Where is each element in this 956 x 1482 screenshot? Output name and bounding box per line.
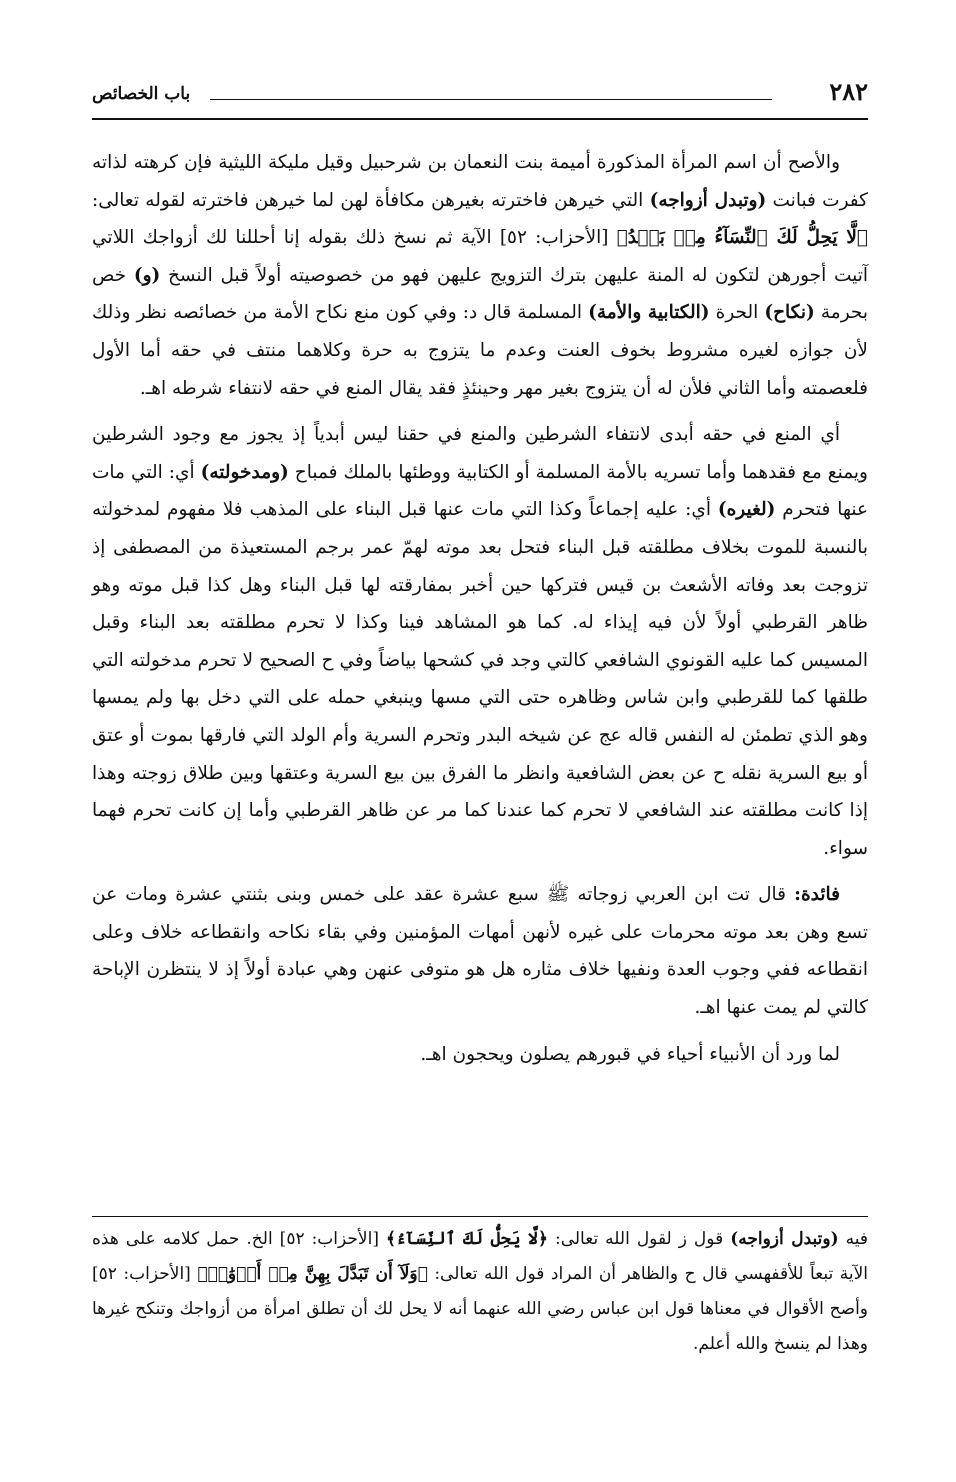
bold-term: (وتبدل أزواجه)	[730, 1229, 839, 1249]
text-run: [الأحزاب: ٥٢] وأصح الأقوال في معناها قول ابن عباس رضي الله عنهما أنه لا يحل لك أن تطلق امرأة من أزواجك وتنكح غيرها وهذا لم ينسخ والله أعلم.	[92, 1264, 868, 1354]
text-run: خص بحرمة	[92, 264, 868, 324]
text-run: المسلمة قال د: وفي كون منع نكاح الأمة من خصائصه نظر وذلك لأن جوازه لغيره مشروط بخوف العنت وعدم ما يتزوج به حرة وكلاهما منتف في حقه أما الأول فلعصمته وأما الثاني فلأن له أن يتزوج بغير مهر وحينئذٍ فقد يقال المنع في حقه لانتفاء شرطه اهـ.	[92, 302, 868, 399]
text-run: فيه	[838, 1229, 869, 1249]
page-header	[92, 78, 868, 112]
page-number: ٢٨٢	[829, 77, 868, 106]
main-text	[92, 144, 868, 1082]
paragraph	[92, 1036, 868, 1074]
bold-term: (وتبدل أزواجه)	[649, 189, 767, 211]
footnote-text	[92, 1222, 868, 1362]
footnote-rule	[92, 1216, 868, 1217]
text-run: [الأحزاب: ٥٢] الآية ثم نسخ ذلك بقوله إنا أحللنا لك أزواجك اللاتي آتيت أجورهن لتكون له المنة عليهن بترك التزويج عليهن فهو من خصوصيته أولاً قبل النسخ	[92, 227, 868, 286]
bold-term: (ومدخولته)	[200, 461, 289, 483]
text-run: الحرة	[709, 302, 765, 324]
text-run: قول ز لقول الله تعالى:	[547, 1229, 731, 1249]
running-title: باب الخصائص	[92, 84, 191, 104]
paragraph	[92, 416, 868, 867]
text-run: قال تت ابن العربي زوجاته ﷺ سبع عشرة عقد على خمس وبنى بثنتي عشرة ومات عن تسع وهن بعد موته محرمات على غيره لأنهن أمهات المؤمنين وفي بقاء نكاحه وانقطاعه خلاف وعلى انقطاعه ففي وجوب العدة ونفيها خلاف مثاره هل هو متوفى عنهن وهي عبادة أولاً إذ لا ينتظرن الإباحة كالتي لم يمت عنها اهـ.	[92, 884, 868, 1019]
bold-term: (لغيره)	[717, 499, 776, 521]
bold-term: (الكتابية والأمة)	[588, 302, 710, 324]
bold-term: (و)	[133, 264, 161, 286]
quran-quote: ﴿وَلَآ أَن تَبَدَّلَ بِهِنَّ مِنۡ أَزۡوَٰجٖ﴾	[197, 1264, 428, 1284]
text-run: والأصح أن اسم المرأة المذكورة أميمة بنت النعمان بن شرحبيل وقيل مليكة الليثية فإن كرهته لذاته كفرت فبانت	[92, 152, 868, 211]
quran-quote: ﴿لَّا يَحِلُّ لَكَ ٱلنِّسَآءُ مِنۢ بَعۡدُ﴾	[616, 227, 869, 249]
bold-term: فائدة:	[794, 884, 840, 906]
header-rule	[92, 118, 868, 120]
paragraph	[92, 144, 868, 407]
bold-term: (نكاح)	[764, 302, 815, 324]
text-run: أي المنع في حقه أبدى لانتفاء الشرطين والمنع في حقنا ليس أبدياً إذ يجوز مع وجود الشرطين ويمنع مع فقدهما وأما تسريه بالأمة المسلمة أو الكتابية ووطئها بالملك فمباح	[92, 424, 868, 483]
text-run: أي: التي مات عنها فتحرم	[92, 461, 869, 521]
text-run: التي خيرهن فاخترته بغيرهن مكافأة لهن لما خيرهن فاخترته لقوله تعالى:	[92, 189, 650, 211]
text-run: [الأحزاب: ٥٢] الخ. حمل كلامه على هذه الآية تبعاً للأقفهسي قال ح والظاهر أن المراد قول الله تعالى:	[92, 1229, 868, 1284]
quran-quote: ﴿لَّا يَحِلُّ لَكَ ٱلنِّسَآءُ﴾	[385, 1229, 548, 1249]
text-run: أي: عليه إجماعاً وكذا التي مات عنها قبل البناء على المذهب فلا مفهوم لمدخولته بالنسبة للموت بخلاف مطلقته قبل البناء فتحل بعد موته لهمّ عمر برجم المستعيذة من المصطفى إذ تزوجت بعد وفاته الأشعث بن قيس فتركها حين أخبر بمفارقته لها قبل البناء وهل كذا قبل موته وهو ظاهر القرطبي أولاً لأن فيه إيذاء له. كما هو المشاهد فينا وكذا لا تحرم مطلقته بعد البناء وقبل المسيس كما عليه القونوي الشافعي كالتي وجد في كشحها بياضاً وفي ح الصحيح لا تحرم مدخولته التي طلقها كما للقرطبي وابن شاس وظاهره حتى التي مسها وينبغي حمله على التي دخل بها ولم يمسها وهو الذي تطمئن له النفس قاله عج عن شيخه البدر وتحرم السرية وأم الولد التي فارقها بموت أو عتق أو بيع السرية نقله ح عن بعض الشافعية وانظر ما الفرق بين بيع السرية وعتقها وبين طلاق زوجته وهذا إذا كانت مطلقته عند الشافعي لا تحرم كما عندنا كما مر عن ظاهر القرطبي وأما إن كانت تحرم فهما سواء.	[92, 499, 868, 859]
paragraph	[92, 876, 868, 1026]
header-dash-line	[210, 99, 772, 100]
footnote	[92, 1222, 868, 1362]
text-run: لما ورد أن الأنبياء أحياء في قبورهم يصلون ويحجون اهـ.	[420, 1043, 840, 1065]
